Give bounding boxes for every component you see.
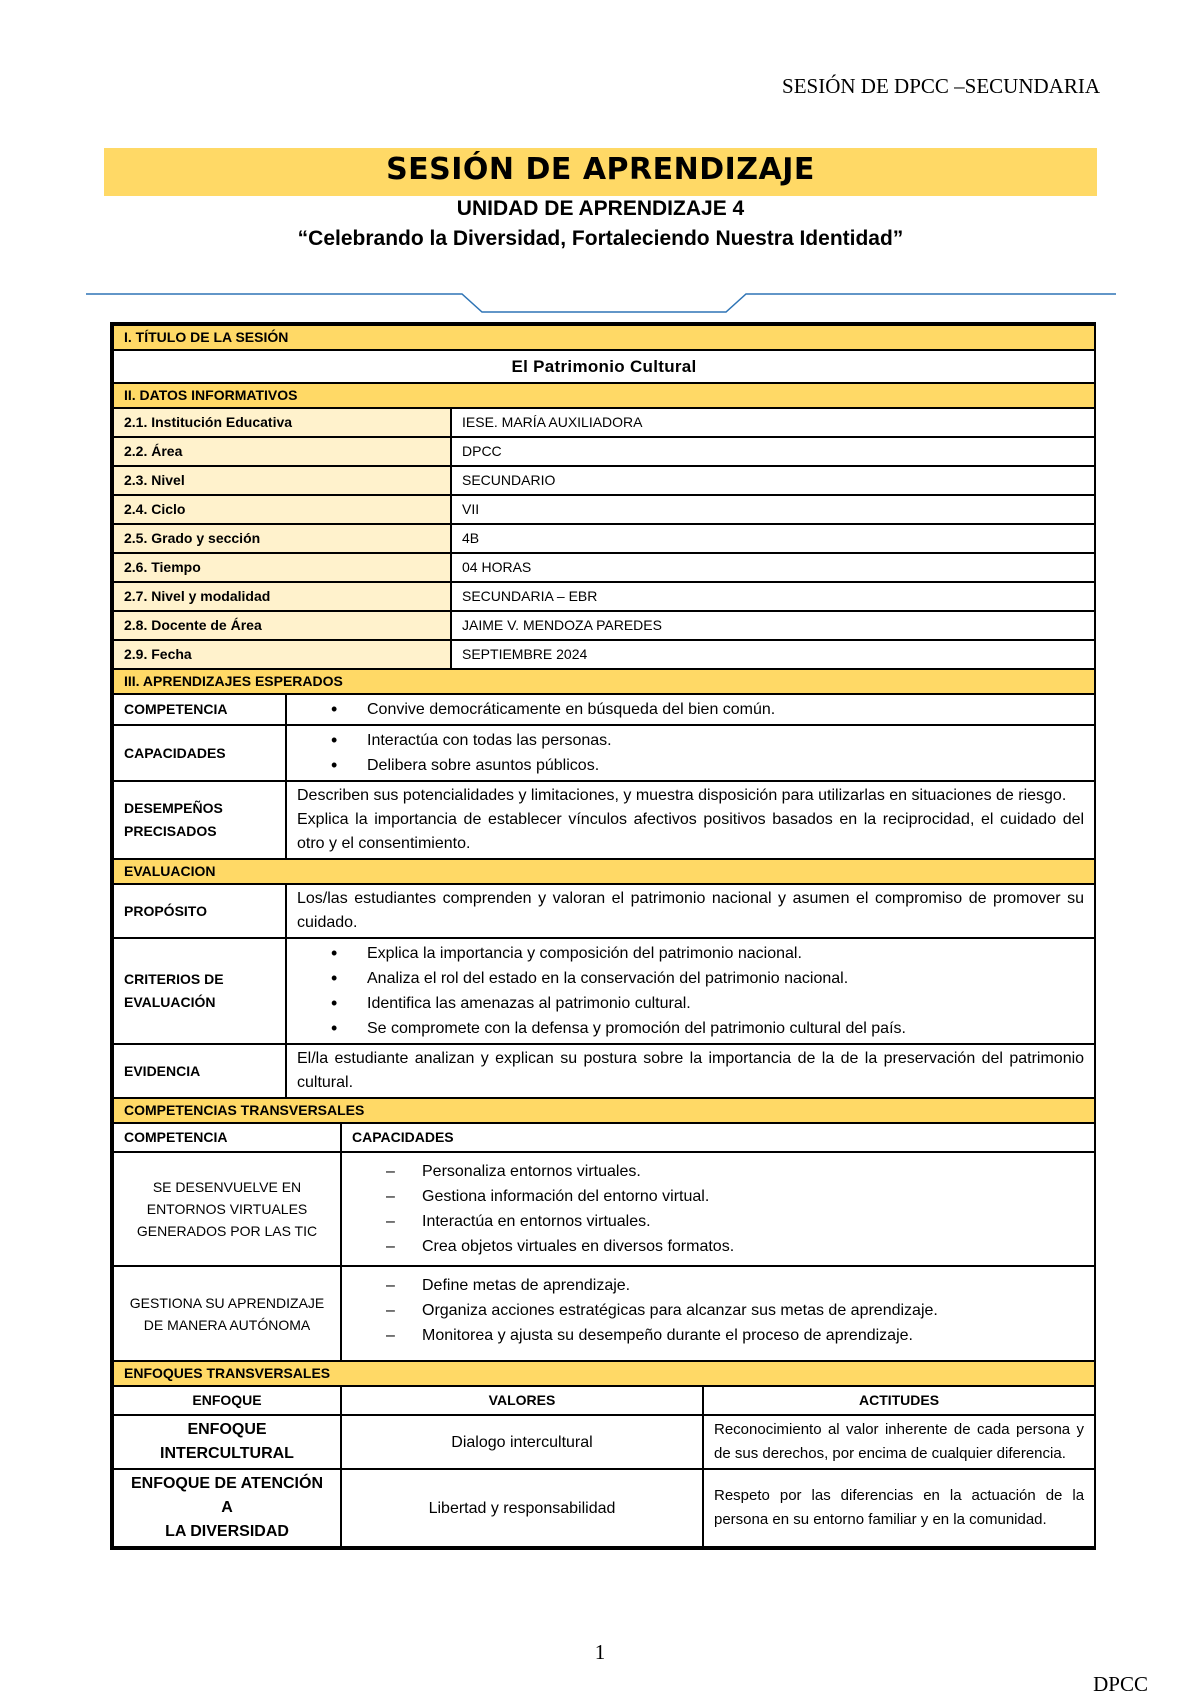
datos-label: 2.5. Grado y sección (113, 524, 451, 553)
datos-label: 2.1. Institución Educativa (113, 408, 451, 437)
capacidad-autonoma-item: – Monitorea y ajusta su desempeño durante el proceso de aprendizaje. (422, 1323, 1084, 1348)
datos-value: 04 HORAS (451, 553, 1095, 582)
section-transversales-label: COMPETENCIAS TRANSVERSALES (113, 1098, 1095, 1123)
desempeno-text: Explica la importancia de establecer vínculos afectivos positivos basados en la reciprocidad, el cuidado del otro y el consentimiento. (297, 811, 1085, 852)
datos-label: 2.8. Docente de Área (113, 611, 451, 640)
section-evaluacion-label: EVALUACION (113, 859, 1095, 884)
datos-row (113, 524, 1095, 553)
criterio-item: • Se compromete con la defensa y promoción del patrimonio cultural del país. (367, 1016, 1084, 1041)
enfoque-name (113, 1415, 341, 1469)
enfoque-row (113, 1469, 1095, 1547)
datos-value: DPCC (451, 437, 1095, 466)
datos-row (113, 582, 1095, 611)
criterios-label (113, 938, 286, 1044)
decorative-divider (86, 286, 1116, 314)
competencia-tic-line: GENERADOS POR LAS TIC (136, 1223, 318, 1239)
session-sheet (110, 322, 1096, 1550)
datos-value: VII (451, 495, 1095, 524)
capacidad-tic-item: – Gestiona información del entorno virtual. (422, 1184, 1084, 1209)
enfoque-row (113, 1415, 1095, 1469)
section-enfoques-label: ENFOQUES TRANSVERSALES (113, 1361, 1095, 1386)
competencia-item: • Convive democráticamente en búsqueda del bien común. (367, 697, 1084, 722)
datos-label: 2.3. Nivel (113, 466, 451, 495)
capacidad-item: • Interactúa con todas las personas. (367, 728, 1084, 753)
proposito-label: PROPÓSITO (113, 884, 286, 938)
col-capacidades-header: CAPACIDADES (341, 1123, 1095, 1152)
desempenos-label-line: PRECISADOS (124, 823, 217, 839)
datos-label: 2.9. Fecha (113, 640, 451, 669)
competencia-tic-line: ENTORNOS VIRTUALES (146, 1201, 308, 1217)
competencia-tic (113, 1152, 341, 1266)
competencia-label: COMPETENCIA (113, 694, 286, 725)
col-competencia-header: COMPETENCIA (113, 1123, 341, 1152)
datos-label: 2.7. Nivel y modalidad (113, 582, 451, 611)
section-title-label: I. TÍTULO DE LA SESIÓN (113, 325, 1095, 350)
datos-label: 2.6. Tiempo (113, 553, 451, 582)
enfoque-name-line: INTERCULTURAL (160, 1445, 294, 1462)
datos-value: SECUNDARIA – EBR (451, 582, 1095, 611)
capacidades-label: CAPACIDADES (113, 725, 286, 781)
page-title: SESIÓN DE APRENDIZAJE (386, 152, 815, 187)
session-table (112, 324, 1096, 1548)
footer-right-text: DPCC (1093, 1672, 1148, 1696)
capacidad-item: • Delibera sobre asuntos públicos. (367, 753, 1084, 778)
datos-row (113, 640, 1095, 669)
enfoque-name (113, 1469, 341, 1547)
enfoque-name-line: ENFOQUE (187, 1421, 267, 1438)
enfoque-name-line: LA DIVERSIDAD (165, 1523, 289, 1540)
datos-label: 2.4. Ciclo (113, 495, 451, 524)
capacidad-tic-item: – Interactúa en entornos virtuales. (422, 1209, 1084, 1234)
datos-value: SEPTIEMBRE 2024 (451, 640, 1095, 669)
datos-label: 2.2. Área (113, 437, 451, 466)
proposito-text: Los/las estudiantes comprenden y valoran el patrimonio nacional y asumen el compromiso de promover su cuidado. (286, 884, 1095, 938)
enfoque-name-line: ENFOQUE DE ATENCIÓN A (130, 1475, 323, 1516)
criterios-label-line: EVALUACIÓN (124, 994, 216, 1010)
unit-title: UNIDAD DE APRENDIZAJE 4 (456, 197, 745, 220)
col-enfoque-header: ENFOQUE (113, 1386, 341, 1415)
datos-value: JAIME V. MENDOZA PAREDES (451, 611, 1095, 640)
capacidad-tic-item: – Crea objetos virtuales en diversos formatos. (422, 1234, 1084, 1259)
competencia-autonoma (113, 1266, 341, 1361)
datos-row (113, 611, 1095, 640)
criterio-item: • Identifica las amenazas al patrimonio cultural. (367, 991, 1084, 1016)
enfoque-actitud: Reconocimiento al valor inherente de cada persona y de sus derechos, por encima de cualquier diferencia. (703, 1415, 1095, 1469)
capacidad-autonoma-item: – Define metas de aprendizaje. (422, 1273, 1084, 1298)
criterios-label-line: CRITERIOS DE (124, 971, 224, 987)
section-aprendizajes-label: III. APRENDIZAJES ESPERADOS (113, 669, 1095, 694)
desempenos-label (113, 781, 286, 859)
desempenos-label-line: DESEMPEÑOS (124, 800, 223, 816)
session-title: El Patrimonio Cultural (113, 350, 1095, 383)
capacidad-tic-item: – Personaliza entornos virtuales. (422, 1159, 1084, 1184)
page-number: 1 (594, 1640, 606, 1664)
datos-row (113, 553, 1095, 582)
enfoque-actitud: Respeto por las diferencias en la actuación de la persona en su entorno familiar y en la comunidad. (703, 1469, 1095, 1547)
datos-row (113, 437, 1095, 466)
col-actitudes-header: ACTITUDES (703, 1386, 1095, 1415)
evidencia-label: EVIDENCIA (113, 1044, 286, 1098)
criterio-item: • Analiza el rol del estado en la conservación del patrimonio nacional. (367, 966, 1084, 991)
datos-value: IESE. MARÍA AUXILIADORA (451, 408, 1095, 437)
section-datos-label: II. DATOS INFORMATIVOS (113, 383, 1095, 408)
header-right-text: SESIÓN DE DPCC –SECUNDARIA (782, 74, 1100, 98)
datos-value: 4B (451, 524, 1095, 553)
unit-theme: “Celebrando la Diversidad, Fortaleciendo Nuestra Identidad” (297, 227, 904, 250)
criterio-item: • Explica la importancia y composición del patrimonio nacional. (367, 941, 1084, 966)
competencia-autonoma-line: GESTIONA SU APRENDIZAJE (129, 1294, 325, 1311)
evidencia-text: El/la estudiante analizan y explican su postura sobre la importancia de la de la preservación del patrimonio cultural. (286, 1044, 1095, 1098)
datos-value: SECUNDARIO (451, 466, 1095, 495)
enfoque-valor: Libertad y responsabilidad (341, 1469, 703, 1547)
datos-row (113, 408, 1095, 437)
competencia-autonoma-line: DE MANERA AUTÓNOMA (143, 1316, 311, 1333)
desempeno-text: Describen sus potencialidades y limitaciones, y muestra disposición para utilizarlas en situaciones de riesgo. (297, 787, 1067, 804)
datos-row (113, 466, 1095, 495)
competencia-tic-line: SE DESENVUELVE EN (152, 1179, 302, 1195)
col-valores-header: VALORES (341, 1386, 703, 1415)
datos-row (113, 495, 1095, 524)
enfoque-valor: Dialogo intercultural (341, 1415, 703, 1469)
capacidad-autonoma-item: – Organiza acciones estratégicas para alcanzar sus metas de aprendizaje. (422, 1298, 1084, 1323)
